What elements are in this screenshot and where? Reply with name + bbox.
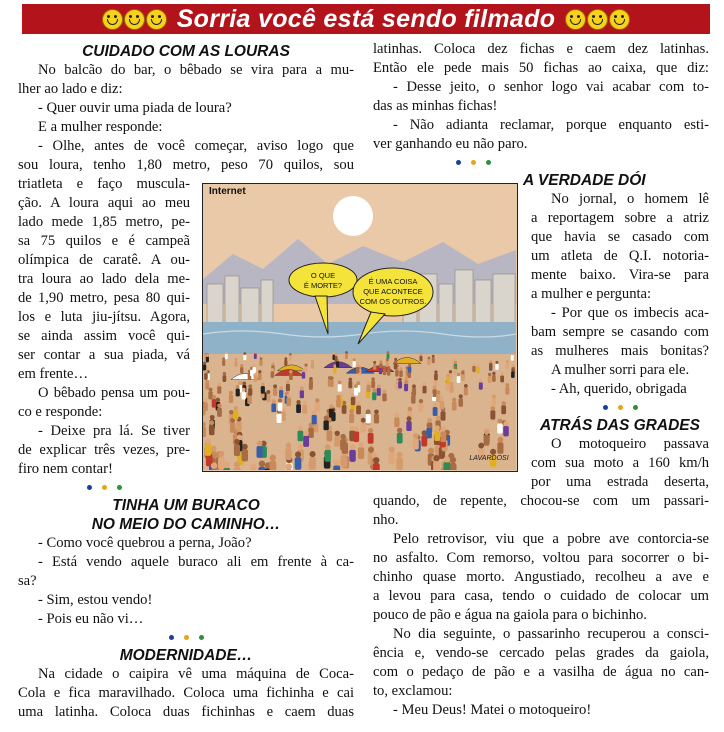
text-line: - Meu Deus! Matei o motoqueiro! bbox=[393, 702, 592, 718]
text-line: mente baixo. Vira-se para bbox=[531, 267, 709, 283]
text-line: O motoqueiro passava bbox=[551, 436, 709, 452]
text-line: - Pois eu não vi… bbox=[38, 611, 144, 627]
cartoon bbox=[202, 183, 518, 472]
text-line: em frente… bbox=[18, 366, 89, 382]
text-line: sa 75 quilos e é campeã bbox=[18, 233, 190, 249]
text-line: um atleta de Q.I. notoria- bbox=[531, 248, 709, 264]
smileys-left bbox=[102, 9, 167, 30]
text-line: ência e, vendo-se cercado pelas grades da gaiola, bbox=[373, 645, 709, 661]
bubble-right-line1: É UMA COISA bbox=[368, 277, 418, 286]
smiley-icon bbox=[587, 9, 608, 30]
text-line: los e luta jiu-jítsu. Agora, bbox=[18, 309, 190, 325]
text-line: a reportagem sobre a atriz bbox=[531, 210, 709, 226]
text-line: No balcão do bar, o bêbado se vira para a mu- bbox=[38, 62, 354, 78]
text-line: - Ah, querido, obrigada bbox=[551, 381, 687, 397]
smiley-icon bbox=[102, 9, 123, 30]
joke2-title-line2: NO MEIO DO CAMINHO… bbox=[91, 516, 281, 533]
joke3-text-b bbox=[373, 40, 709, 154]
beach-cartoon-image bbox=[203, 184, 516, 470]
text-line: - Sim, estou vendo! bbox=[38, 592, 153, 608]
text-line: ção. A loura aqui ao meu bbox=[18, 195, 190, 211]
text-line: as mulheres mais bonitas? bbox=[531, 343, 709, 359]
bubble-left-line1: O QUE bbox=[310, 271, 336, 280]
text-line: - Como você quebrou a perna, João? bbox=[38, 535, 252, 551]
text-line: de explicar três vezes, pre- bbox=[18, 442, 190, 458]
text-line: to, exclamou: bbox=[373, 683, 453, 699]
text-line: - Desse jeito, o senhor logo vai acabar com to- bbox=[393, 79, 709, 95]
text-line: quando, de repente, chocou-se com um passari- bbox=[373, 493, 709, 509]
smiley-icon bbox=[146, 9, 167, 30]
smiley-icon bbox=[565, 9, 586, 30]
text-line: - Quer ouvir uma piada de loura? bbox=[38, 100, 232, 116]
text-line: No jornal, o homem lê bbox=[551, 191, 709, 207]
separator-dots bbox=[18, 629, 354, 646]
text-line: ver ganhando eu não paro. bbox=[373, 136, 528, 152]
joke4-text bbox=[531, 190, 709, 399]
joke3-text-a bbox=[18, 665, 354, 722]
text-line: nho. bbox=[373, 512, 399, 528]
text-line: ser contar a sua piada, vá bbox=[18, 347, 190, 363]
text-line: chinho quase morto. Angustiado, recolheu a ave e bbox=[373, 569, 709, 585]
text-line: a levou para casa, tendo o cuidado de colocar um bbox=[373, 588, 709, 604]
joke2-title-line1: TINHA UM BURACO bbox=[112, 497, 260, 514]
text-line: que havia se casado com bbox=[531, 229, 709, 245]
text-line: - Deixe pra lá. Se tiver bbox=[38, 423, 190, 439]
text-line: O bêbado pensa um pou- bbox=[38, 385, 190, 401]
text-line: tra loura ao lado dela me- bbox=[18, 271, 190, 287]
text-line: latinhas. Coloca dez fichas e caem dez latinhas. bbox=[373, 41, 709, 57]
smiley-icon bbox=[609, 9, 630, 30]
text-line: Pelo retrovisor, viu que a pobre ave contorcia-se bbox=[393, 531, 709, 547]
cartoon-source-label: Internet bbox=[209, 186, 246, 197]
bubble-right-line2: QUE ACONTECE bbox=[363, 287, 423, 296]
text-line: a mulher e pergunta: bbox=[531, 286, 652, 302]
text-line: pouco de pão e água na gaiola para o bichinho. bbox=[373, 607, 647, 623]
text-line: triatleta e faço muscula- bbox=[18, 176, 190, 192]
text-line: uma latinha. Coloca duas fichinhas e caem duas bbox=[18, 704, 354, 720]
text-line: co e responde: bbox=[18, 404, 103, 420]
text-line: - Não adianta reclamar, porque enquanto esti- bbox=[393, 117, 709, 133]
text-line: no asfalto. Com remorso, voltou para socorrer o bi- bbox=[373, 550, 709, 566]
text-line: sou loura, tenho 1,80 metro, peso 70 quilos, sou bbox=[18, 157, 354, 173]
bubble-left-line2: É MORTE? bbox=[303, 281, 343, 290]
text-line: - Olhe, antes de você começar, aviso logo que bbox=[38, 138, 354, 154]
text-line: bam sempre se casando com bbox=[531, 324, 709, 340]
text-line: E a mulher responde: bbox=[38, 119, 163, 135]
text-line: com sua moto a 160 km/h bbox=[531, 455, 709, 471]
cartoon-signature: LAVARDOSI bbox=[469, 455, 509, 462]
text-line: com o pedaço de pão e a vasilha de água no can- bbox=[373, 664, 709, 680]
separator-dots bbox=[531, 399, 709, 416]
text-line: firo nem contar! bbox=[18, 461, 113, 477]
banner-title: Sorria você está sendo filmado bbox=[176, 4, 556, 33]
text-line: das as minhas fichas! bbox=[373, 98, 498, 114]
separator-dots bbox=[18, 479, 190, 496]
text-line: de 1,90 metro, pesa 80 qui- bbox=[18, 290, 190, 306]
text-line: olímpica de caratê. A ou- bbox=[18, 252, 190, 268]
text-line: Na cidade o caipira vê uma máquina de Coca- bbox=[38, 666, 354, 682]
joke5-title: ATRÁS DAS GRADES bbox=[540, 417, 700, 434]
text-line: lher ao lado e diz: bbox=[18, 81, 123, 97]
bubble-right-line3: COM OS OUTROS. bbox=[359, 297, 427, 306]
text-line: Então ele pede mais 50 fichas ao caixa, que diz: bbox=[373, 60, 709, 76]
smiley-icon bbox=[124, 9, 145, 30]
banner bbox=[22, 4, 710, 34]
text-line: por uma estrada deserta, bbox=[531, 474, 709, 490]
joke4-title: A VERDADE DÓI bbox=[523, 172, 646, 189]
text-line: Cola e fica maravilhado. Coloca uma fichinha e cai bbox=[18, 685, 354, 701]
text-line: No dia seguinte, o passarinho recuperou a consci- bbox=[393, 626, 709, 642]
text-line: - Por que os imbecis aca- bbox=[551, 305, 709, 321]
separator-dots bbox=[373, 154, 573, 171]
joke2-text bbox=[18, 534, 354, 629]
joke5-text bbox=[373, 435, 709, 720]
text-line: lado mede 1,85 metro, pe- bbox=[18, 214, 190, 230]
smileys-right bbox=[565, 9, 630, 30]
text-line: sa? bbox=[18, 573, 37, 589]
joke1-title: CUIDADO COM AS LOURAS bbox=[82, 43, 290, 60]
text-line: A mulher sorri para ele. bbox=[551, 362, 690, 378]
text-line: - Está vendo aquele buraco ali em frente à ca- bbox=[38, 554, 354, 570]
joke3-title: MODERNIDADE… bbox=[119, 647, 253, 664]
text-line: se ainda assim você qui- bbox=[18, 328, 190, 344]
